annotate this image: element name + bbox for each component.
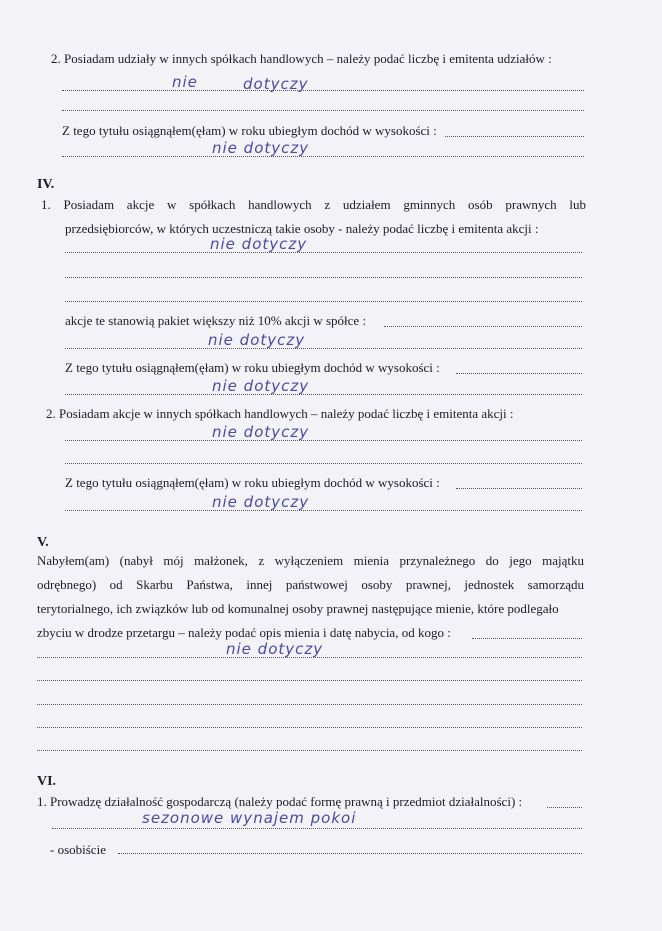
answer-line <box>37 704 582 705</box>
answer-line <box>37 727 582 728</box>
answer-line <box>65 348 582 349</box>
answer-line <box>472 638 582 639</box>
answer-line <box>65 510 582 511</box>
income-label: Z tego tytułu osiągnąłem(ęłam) w roku ubiegłym dochód w wysokości : <box>62 123 437 138</box>
answer-line <box>37 750 582 751</box>
personally-label: - osobiście <box>50 842 106 857</box>
section-iv-item2: 2. Posiadam akcje w innych spółkach handlowych – należy podać liczbę i emitenta akcji : <box>46 406 514 421</box>
answer-line <box>52 828 582 829</box>
handwritten-answer: nie dotyczy <box>212 139 310 157</box>
answer-line <box>65 301 582 302</box>
income-label: Z tego tytułu osiągnąłem(ęłam) w roku ubiegłym dochód w wysokości : <box>65 475 440 490</box>
answer-line <box>65 252 582 253</box>
answer-line <box>65 440 582 441</box>
handwritten-answer: dotyczy <box>243 75 309 93</box>
answer-line <box>37 680 582 681</box>
answer-line <box>456 488 582 489</box>
section-v-line2: odrębnego) od Skarbu Państwa, innej państwowej osoby prawnej, jednostek samorządu <box>37 577 584 592</box>
section-iv-item1-line2: przedsiębiorców, w których uczestniczą takie osoby - należy podać liczbę i emitenta akcji : <box>65 221 539 236</box>
handwritten-answer: nie dotyczy <box>212 377 310 395</box>
package-label: akcje te stanowią pakiet większy niż 10% akcji w spółce : <box>65 313 367 328</box>
section-v-heading: V. <box>37 535 49 550</box>
section-iv-item1-line1: 1. Posiadam akcje w spółkach handlowych z udziałem gminnych osób prawnych lub <box>41 197 586 212</box>
answer-line <box>547 807 582 808</box>
handwritten-answer: nie dotyczy <box>226 640 324 658</box>
handwritten-answer: nie dotyczy <box>212 423 310 441</box>
section-v-line1: Nabyłem(am) (nabył mój małżonek, z wyłączeniem mienia przynależnego do jego majątku <box>37 553 584 568</box>
handwritten-answer: nie dotyczy <box>210 235 308 253</box>
answer-line <box>384 326 582 327</box>
section-iii-item2: 2. Posiadam udziały w innych spółkach handlowych – należy podać liczbę i emitenta udziałów : <box>51 51 552 66</box>
handwritten-answer: nie dotyczy <box>212 493 310 511</box>
answer-line <box>62 90 584 91</box>
income-label: Z tego tytułu osiągnąłem(ęłam) w roku ubiegłym dochód w wysokości : <box>65 360 440 375</box>
answer-line <box>62 156 584 157</box>
section-vi-heading: VI. <box>37 774 57 789</box>
section-vi-item1: 1. Prowadzę działalność gospodarczą (należy podać formę prawną i przedmiot działalności) : <box>37 794 523 809</box>
section-v-line4: zbyciu w drodze przetargu – należy podać opis mienia i datę nabycia, od kogo : <box>37 625 451 640</box>
answer-line <box>62 110 584 111</box>
handwritten-answer: nie dotyczy <box>208 331 306 349</box>
handwritten-answer: sezonowe wynajem pokoi <box>142 809 357 827</box>
handwritten-answer: nie <box>172 73 198 91</box>
answer-line <box>65 277 582 278</box>
answer-line <box>456 373 582 374</box>
section-v-line3: terytorialnego, ich związków lub od komunalnej osoby prawnej następujące mienie, które podlegało <box>37 601 559 616</box>
section-iv-heading: IV. <box>37 177 55 192</box>
answer-line <box>65 394 582 395</box>
answer-line <box>118 853 582 854</box>
answer-line <box>65 463 582 464</box>
answer-line <box>445 136 584 137</box>
